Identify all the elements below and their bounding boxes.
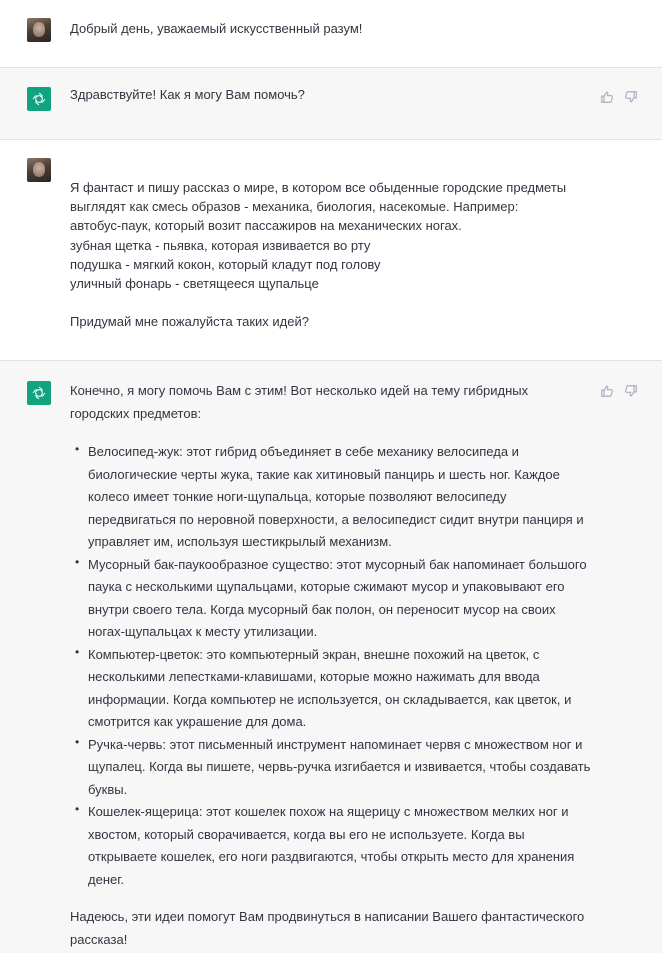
openai-logo-icon bbox=[27, 87, 51, 111]
message-line: рассказа! bbox=[70, 931, 128, 947]
ideas-list bbox=[71, 441, 600, 891]
list-item-line: передвигаться по неровной поверхности, а велосипедист сидит внутри панциря и bbox=[88, 511, 584, 527]
message-line: зубная щетка - пьявка, которая извивается во рту bbox=[70, 237, 371, 253]
list-item-line: управляет им, используя шестикрылый механизм. bbox=[88, 534, 392, 549]
list-item bbox=[71, 801, 600, 891]
list-item bbox=[71, 554, 600, 644]
list-item-line: открываете кошелек, его ноги раздвигаются, чтобы открыть место для хранения bbox=[88, 849, 575, 864]
list-item-line: буквы. bbox=[88, 781, 128, 797]
outro-paragraph bbox=[70, 906, 600, 951]
list-item-line: щупалец. Когда вы пишете, червь-ручка изгибается и извивается, чтобы создавать bbox=[88, 759, 591, 774]
list-item-line: хвостом, который сворачивается, когда вы его не используете. Когда вы bbox=[88, 826, 525, 842]
list-item-line: колесо имеет тонкие ноги-щупальца, которые позволяют велосипеду bbox=[88, 489, 507, 504]
list-item-line: паука с несколькими щупальцами, которые сжимают мусор и упаковывают его bbox=[88, 579, 565, 594]
message-line: автобус-паук, который возит пассажиров на механических ногах. bbox=[70, 218, 462, 234]
openai-logo-icon bbox=[27, 381, 51, 405]
assistant-message bbox=[0, 68, 662, 140]
list-item-line: несколькими лепестками-клавишами, которые можно нажимать для ввода bbox=[88, 669, 540, 684]
message-line: выглядят как смесь образов - механика, биология, насекомые. Например: bbox=[70, 199, 519, 215]
thumbs-down-icon[interactable] bbox=[624, 384, 638, 398]
list-item-line: • Ручка-червь: этот письменный инструмент напоминает червя с множеством ног и bbox=[88, 736, 583, 752]
list-item-line: • Велосипед-жук: этот гибрид объединяет в себе механику велосипеда и bbox=[88, 444, 519, 459]
list-item bbox=[71, 734, 600, 802]
list-item bbox=[71, 644, 600, 734]
list-item-line: внутри своего тела. Когда мусорный бак полон, он переносит мусор на своих bbox=[88, 601, 556, 617]
intro-paragraph bbox=[70, 380, 600, 425]
user-avatar bbox=[27, 158, 51, 182]
message-text bbox=[70, 178, 600, 332]
message-text bbox=[70, 19, 600, 38]
user-message bbox=[0, 140, 662, 361]
thumbs-down-icon[interactable] bbox=[624, 90, 638, 104]
user-avatar bbox=[27, 18, 51, 42]
message-line: городских предметов: bbox=[70, 405, 202, 421]
list-item-line: • Мусорный бак-паукообразное существо: этот мусорный бак напоминает большого bbox=[88, 556, 587, 572]
message-line: Придумай мне пожалуйста таких идей? bbox=[70, 314, 309, 330]
message-line: Добрый день, уважаемый искусственный разум! bbox=[70, 21, 363, 36]
assistant-message bbox=[0, 361, 662, 953]
list-item-line: денег. bbox=[88, 871, 124, 887]
feedback-buttons bbox=[600, 90, 638, 104]
thumbs-up-icon[interactable] bbox=[600, 384, 614, 398]
message-text bbox=[70, 84, 600, 107]
message-line: Конечно, я могу помочь Вам с этим! Вот несколько идей на тему гибридных bbox=[70, 383, 529, 398]
message-text bbox=[70, 380, 600, 951]
message-line: Здравствуйте! Как я могу Вам помочь? bbox=[70, 87, 305, 102]
message-line: уличный фонарь - светящееся щупальце bbox=[70, 276, 319, 292]
list-item-line: смотрится как украшение для дома. bbox=[88, 714, 307, 729]
list-item-line: ногах-щупальцах к месту утилизации. bbox=[88, 624, 318, 639]
feedback-buttons bbox=[600, 384, 638, 398]
list-item-line: информации. Когда компьютер не используется, он складывается, как цветок, и bbox=[88, 691, 572, 707]
user-message bbox=[0, 0, 662, 68]
message-line bbox=[70, 293, 600, 312]
message-line: Надеюсь, эти идеи помогут Вам продвинуться в написании Вашего фантастического bbox=[70, 909, 585, 924]
list-item-line: • Компьютер-цветок: это компьютерный экран, внешне похожий на цветок, с bbox=[88, 646, 540, 662]
thumbs-up-icon[interactable] bbox=[600, 90, 614, 104]
list-item bbox=[71, 441, 600, 554]
message-line: подушка - мягкий кокон, который кладут под голову bbox=[70, 256, 381, 272]
list-item-line: • Кошелек-ящерица: этот кошелек похож на ящерицу с множеством мелких ног и bbox=[88, 804, 569, 819]
list-item-line: биологические черты жука, такие как хитиновый панцирь и шесть ног. Каждое bbox=[88, 466, 560, 482]
message-line: Я фантаст и пишу рассказ о мире, в котором все обыденные городские предметы bbox=[70, 180, 567, 195]
